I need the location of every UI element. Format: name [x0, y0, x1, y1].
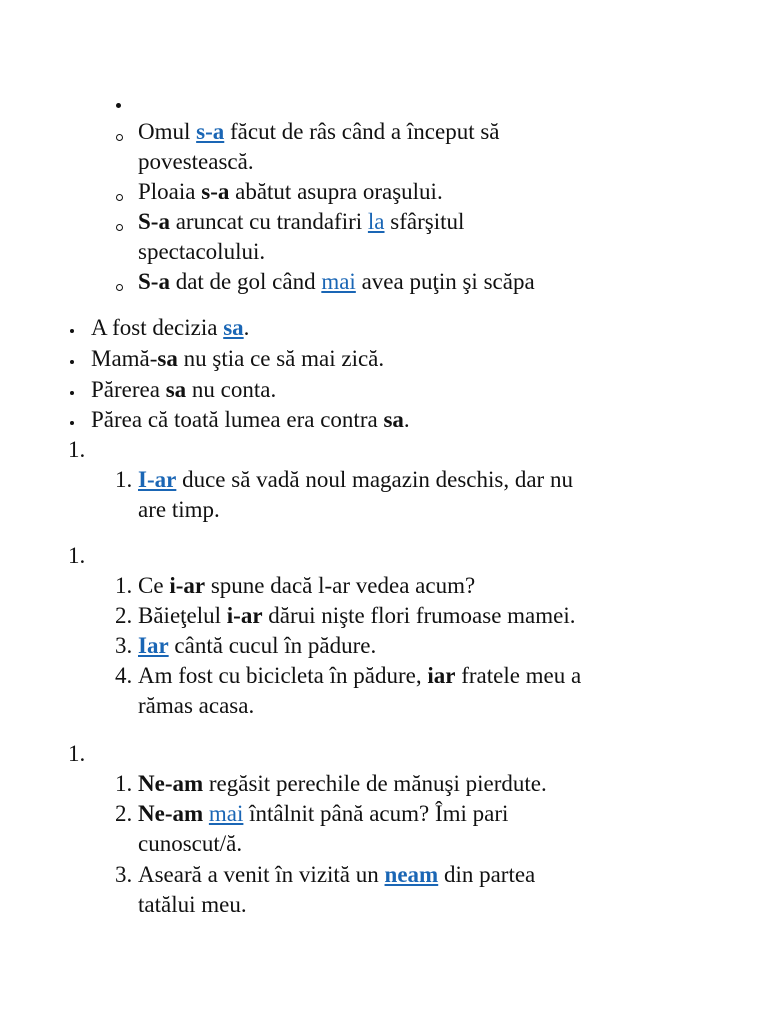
link-s-a[interactable]: s-a	[196, 119, 225, 144]
sub-bullet-item: S-a aruncat cu trandafiri la sfârşitul	[138, 209, 465, 234]
list-number: 2.	[115, 801, 133, 826]
list-item: I-ar duce să vadă noul magazin deschis, dar nu	[138, 467, 573, 492]
sub-bullet-marker	[116, 224, 123, 231]
outer-number: 1.	[68, 543, 86, 568]
list-item-cont: cunoscut/ă.	[138, 831, 243, 856]
list-number: 1.	[115, 771, 133, 796]
bullet-item: Mamă-sa nu ştia ce să mai zică.	[91, 346, 385, 371]
link-mai[interactable]: mai	[208, 801, 244, 826]
sub-bullet-item: Ploaia s-a abătut asupra oraşului.	[138, 179, 443, 204]
link-iar[interactable]: Iar	[138, 633, 169, 658]
link-i-ar[interactable]: I-ar	[138, 467, 177, 492]
sub-bullet-marker	[116, 284, 123, 291]
list-item-cont: rămas acasa.	[138, 693, 255, 718]
list-item: Iar cântă cucul în pădure.	[138, 633, 377, 658]
outer-number: 1.	[68, 437, 86, 462]
sub-bullet-item: Omul s-a făcut de râs când a început să	[138, 119, 500, 144]
bullet-marker	[70, 421, 74, 425]
link-sa[interactable]: sa	[223, 315, 244, 340]
list-number: 3.	[115, 862, 133, 887]
bullet-item: Părea că toată lumea era contra sa.	[91, 407, 410, 432]
list-item: Am fost cu bicicleta în pădure, iar fratele meu a	[138, 663, 582, 688]
link-neam[interactable]: neam	[384, 862, 439, 887]
sub-bullet-cont: povestească.	[138, 149, 254, 174]
list-number: 1.	[115, 467, 133, 492]
sub-bullet-item: S-a dat de gol când mai avea puţin şi scăpa	[138, 269, 535, 294]
link-la[interactable]: la	[367, 209, 385, 234]
list-item: Ne-am regăsit perechile de mănuşi pierdute.	[138, 771, 547, 796]
list-item-cont: are timp.	[138, 497, 220, 522]
list-item: Aseară a venit în vizită un neam din partea	[138, 862, 536, 887]
sub-bullet-marker	[116, 194, 123, 201]
bullet-item: Părerea sa nu conta.	[91, 377, 277, 402]
sub-bullet-cont: spectacolului.	[138, 239, 266, 264]
list-number: 2.	[115, 603, 133, 628]
bullet-marker	[70, 391, 74, 395]
link-mai[interactable]: mai	[321, 269, 356, 294]
outer-number: 1.	[68, 741, 86, 766]
list-number: 3.	[115, 633, 133, 658]
list-item: Ce i-ar spune dacă l-ar vedea acum?	[138, 573, 476, 598]
sub-bullet-marker	[116, 134, 123, 141]
empty-bullet-marker	[116, 103, 121, 108]
list-item: Ne-am mai întâlnit până acum? Îmi pari	[138, 801, 509, 826]
bullet-item: A fost decizia sa.	[91, 315, 250, 340]
list-number: 4.	[115, 663, 133, 688]
list-item-cont: tatălui meu.	[138, 892, 247, 917]
bullet-marker	[70, 360, 74, 364]
list-item: Băieţelul i-ar dărui nişte flori frumoase mamei.	[138, 603, 576, 628]
bullet-marker	[70, 329, 74, 333]
list-number: 1.	[115, 573, 133, 598]
